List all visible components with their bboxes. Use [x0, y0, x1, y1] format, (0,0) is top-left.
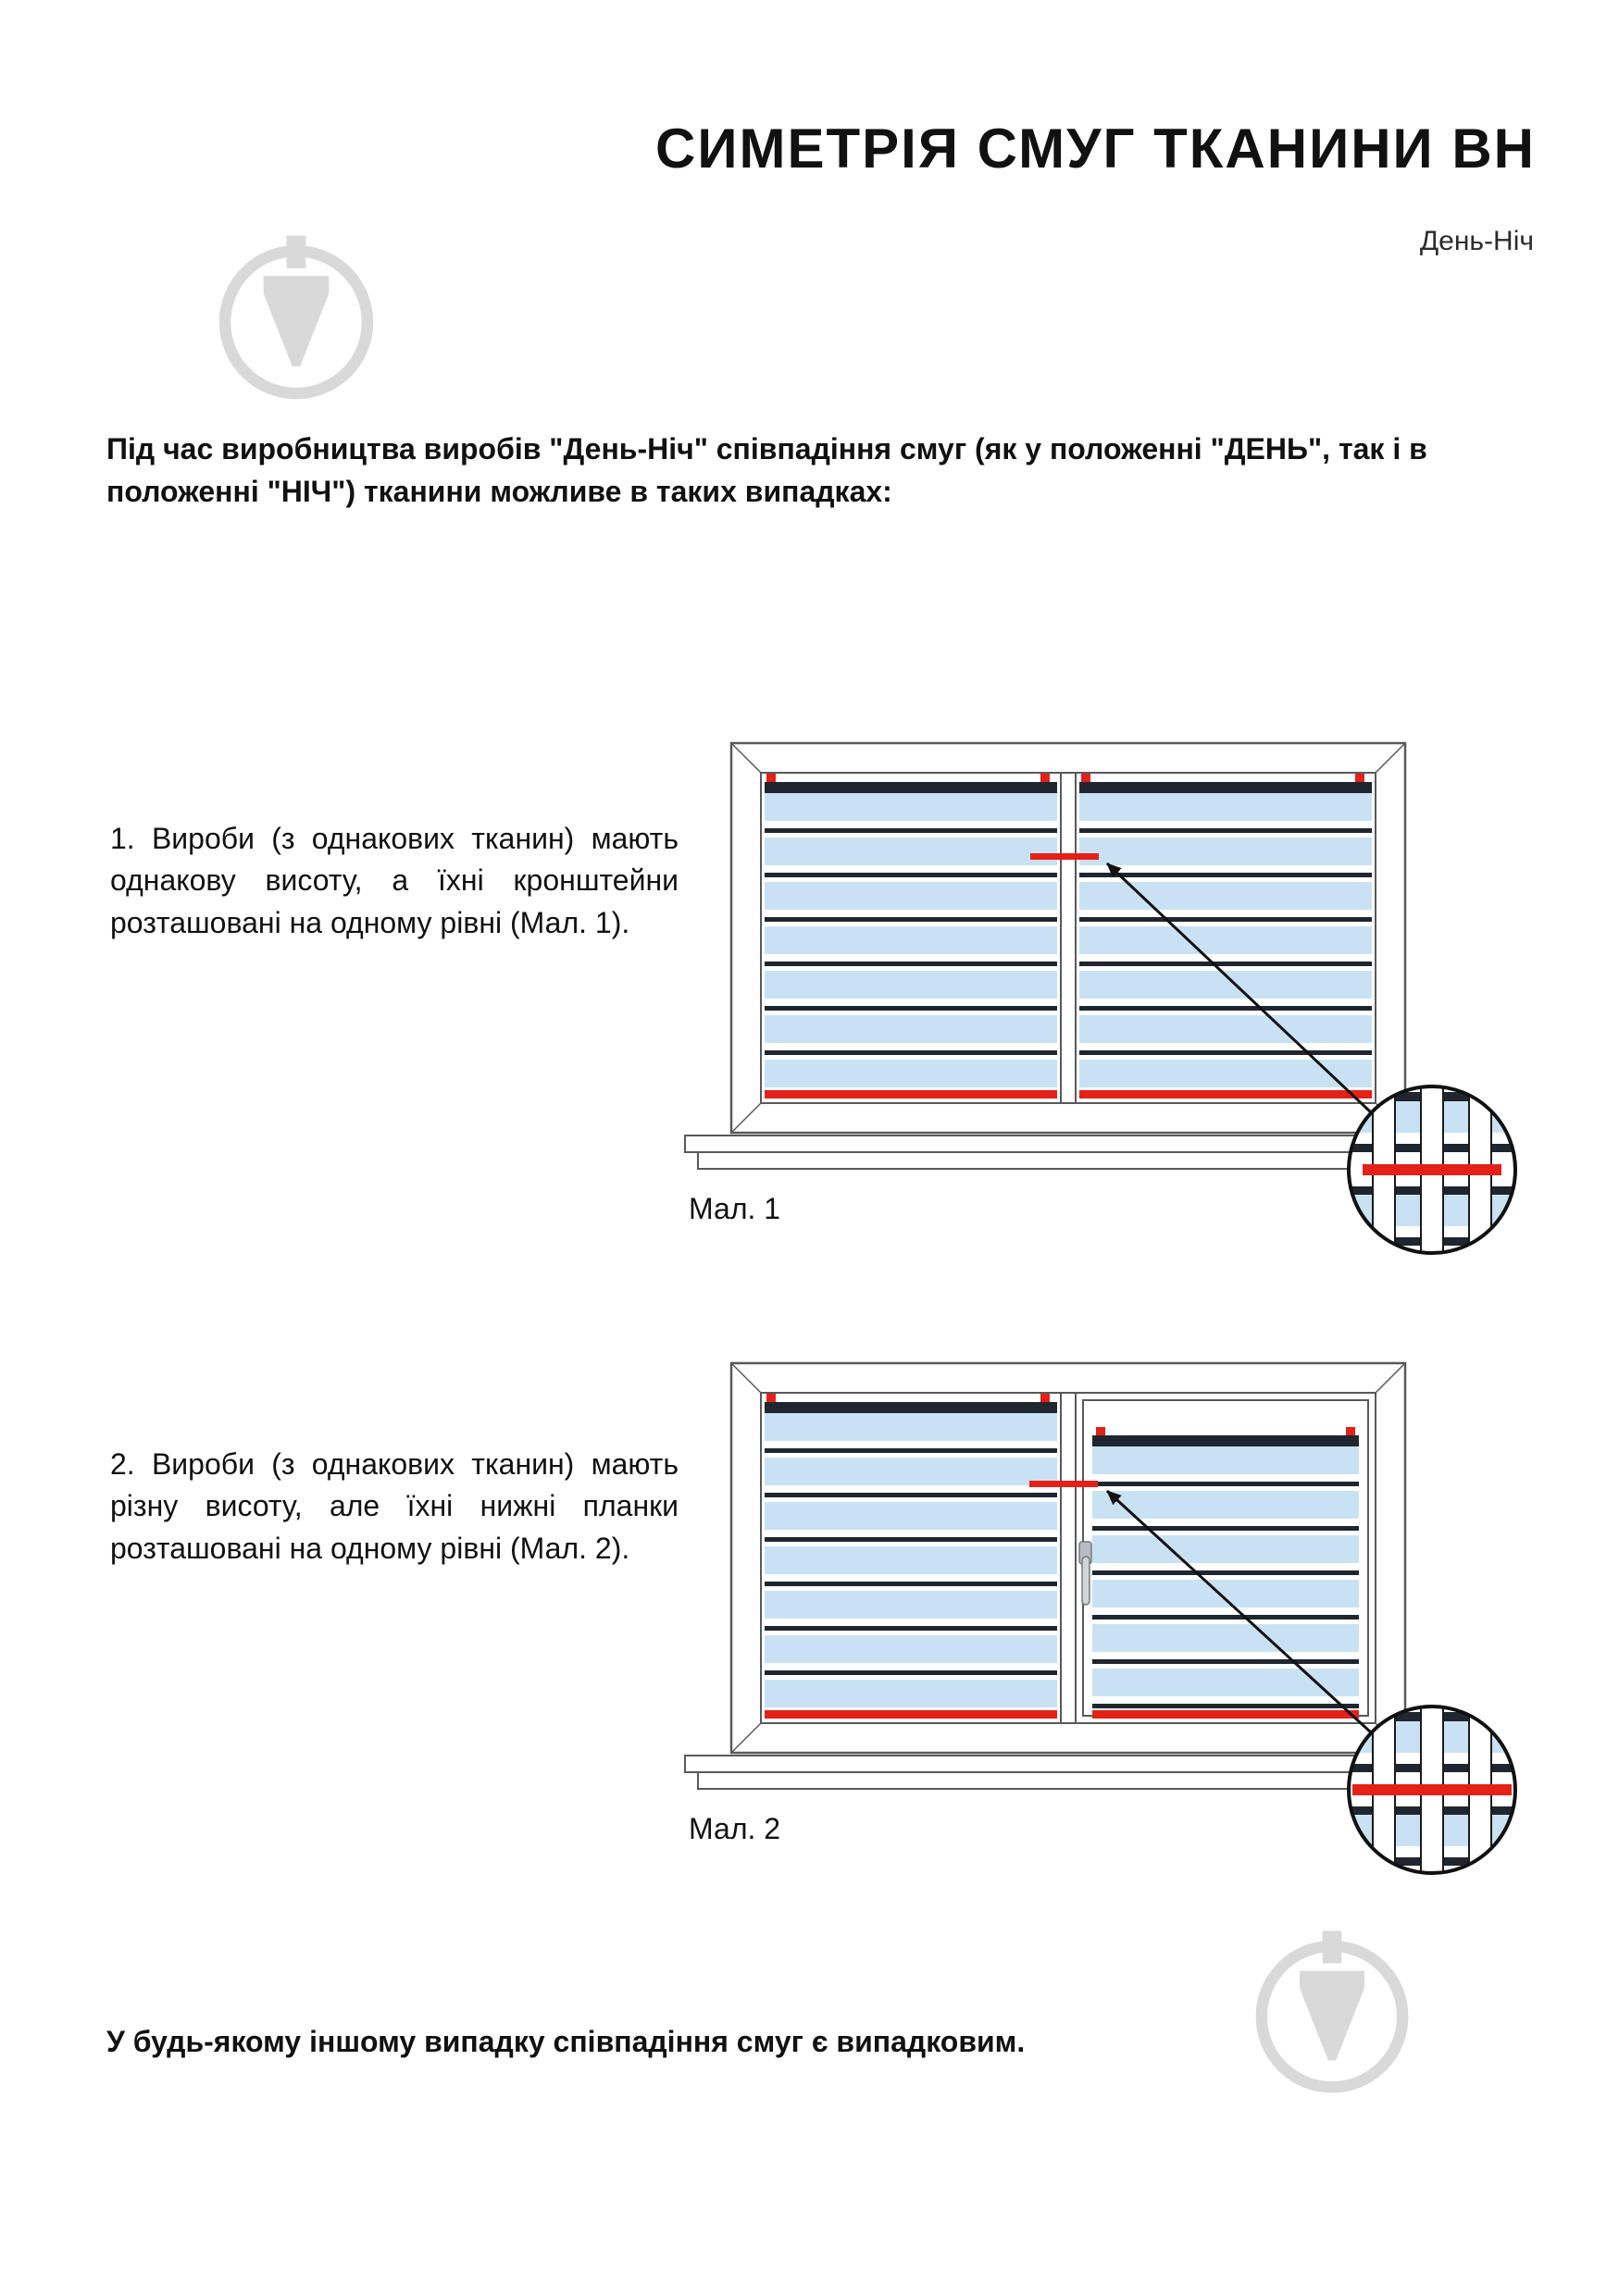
figure-1-caption: Мал. 1: [689, 1192, 781, 1225]
bottom-bar: [1079, 1090, 1372, 1098]
bottom-bar: [765, 1090, 1057, 1098]
case-1-text: 1. Вироби (з однакових тканин) мають однакову висоту, а їхні кронштейни розташовані на одному рівні (Мал. 1).: [110, 822, 679, 939]
case-2-text: 2. Вироби (з однакових тканин) мають різну висоту, але їхні нижні планки розташовані на одному рівні (Мал. 2).: [110, 1447, 679, 1565]
zoom-detail-circle: [1347, 1083, 1519, 1259]
brand-watermark-icon: [200, 222, 392, 415]
bottom-bar: [1092, 1710, 1359, 1719]
window-sill: [685, 1136, 1424, 1169]
zoom-detail-circle: [1347, 1703, 1519, 1879]
roller-blind-left: [765, 774, 1057, 1098]
roller-blind-right: [1092, 1427, 1359, 1719]
figure-1-illustration: [666, 731, 1537, 1268]
brand-watermark-icon: [1237, 1917, 1427, 2108]
intro-paragraph: Під час виробництва виробів "День-Ніч" співпадіння смуг (як у положенні "ДЕНЬ", так і в положенні "НІЧ") тканини можливе в таких випадках:: [106, 432, 1427, 509]
footer-note: У будь-якому іншому випадку співпадіння смуг є випадковим.: [106, 2025, 1026, 2058]
window-sill: [685, 1756, 1424, 1789]
bottom-bar: [765, 1710, 1057, 1719]
aligned-stripe-marker: [1030, 853, 1099, 860]
figure-2-caption: Мал. 2: [689, 1812, 781, 1845]
roller-blind-right: [1079, 774, 1372, 1098]
figure-2-illustration: [666, 1351, 1537, 1920]
roller-blind-left: [765, 1394, 1057, 1719]
page-title: СИМЕТРІЯ СМУГ ТКАНИНИ ВН: [655, 118, 1536, 180]
page-subtitle: День-Ніч: [1419, 226, 1534, 256]
aligned-stripe-marker: [1029, 1481, 1098, 1487]
